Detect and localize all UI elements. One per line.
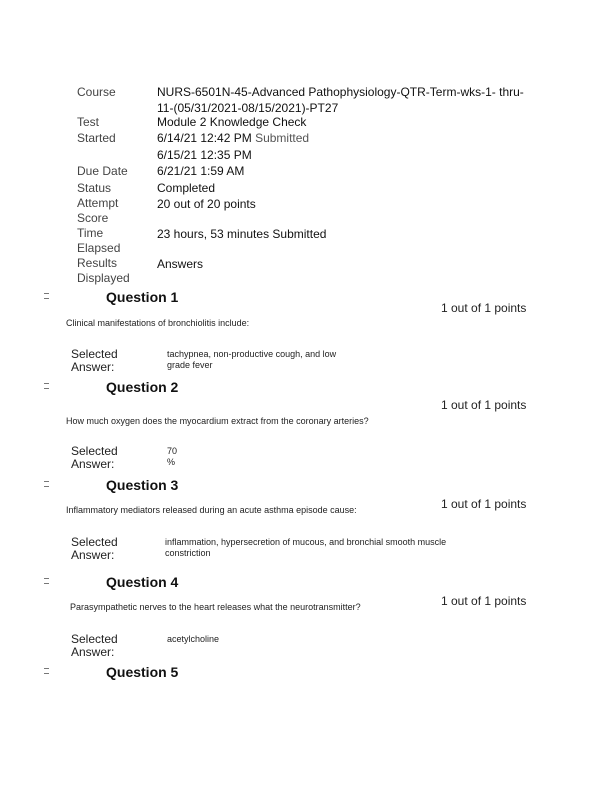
collapse-marker-icon [44,292,49,300]
time-elapsed-label [77,226,152,255]
question-points: 1 out of 1 points [441,301,527,315]
test-label: Test [77,115,100,129]
collapse-marker-icon [44,382,49,390]
collapse-marker-icon [44,667,49,675]
selected-answer-label [71,633,151,659]
collapse-marker-icon [44,480,49,488]
question-points: 1 out of 1 points [441,497,527,511]
selected-label-line1: Selected [71,632,118,646]
selected-label-line2: Answer: [71,645,115,659]
question-points: 1 out of 1 points [441,398,527,412]
answer-line2: constriction [165,548,211,558]
selected-label-line2: Answer: [71,457,115,471]
course-value: NURS-6501N-45-Advanced Pathophysiology-QTR-Term-wks-1- thru-11-(05/31/2021-08/15/2021)-PT27 [157,85,524,115]
results-displayed-value: Answers [157,257,204,271]
answer-line2: grade fever [167,360,213,370]
attempt-score-label [77,196,152,225]
question-text: How much oxygen does the myocardium extract from the coronary arteries? [66,416,369,426]
question-points: 1 out of 1 points [441,594,527,608]
selected-answer-label [71,348,151,374]
answer-line2: % [167,457,176,467]
started-label: Started [77,131,116,145]
question-title: Question 5 [106,664,179,680]
selected-answer-label [71,445,151,471]
selected-label-line2: Answer: [71,360,115,374]
started-value [157,130,537,146]
status-value: Completed [157,181,216,195]
selected-label-line1: Selected [71,444,118,458]
question-title: Question 1 [106,289,179,305]
submitted-value: 6/15/21 12:35 PM [157,148,252,162]
attempt-label-line1: Attempt [77,196,119,210]
collapse-marker-icon [44,577,49,585]
status-label: Status [77,181,112,195]
question-text: Clinical manifestations of bronchiolitis include: [66,318,250,328]
selected-answer-value [165,537,446,559]
answer-line1: inflammation, hypersecretion of mucous, and bronchial smooth muscle [165,537,447,547]
results-label-line2: Displayed [77,270,130,285]
selected-answer-value [167,634,219,645]
answer-line1: tachypnea, non-productive cough, and low [167,349,337,359]
selected-answer-label [71,536,151,562]
started-datetime: 6/14/21 12:42 PM [157,131,252,145]
question-text: Parasympathetic nerves to the heart releases what the neurotransmitter? [70,602,361,612]
test-value: Module 2 Knowledge Check [157,115,307,129]
time-label-line2: Elapsed [77,240,121,255]
selected-answer-value [167,446,177,468]
due-date-label: Due Date [77,164,128,178]
attempt-score-value: 20 out of 20 points [157,197,256,211]
course-label: Course [77,85,116,99]
question-text: Inflammatory mediators released during an acute asthma episode cause: [66,505,357,515]
time-elapsed-value: 23 hours, 53 minutes Submitted [157,227,327,241]
attempt-label-line2: Score [77,210,109,225]
results-label-line1: Results [77,256,118,270]
question-title: Question 2 [106,379,179,395]
question-title: Question 4 [106,574,179,590]
time-label-line1: Time [77,226,104,240]
answer-line1: 70 [167,446,178,456]
results-displayed-label [77,256,152,285]
selected-label-line1: Selected [71,535,118,549]
selected-label-line1: Selected [71,347,118,361]
answer-line1: acetylcholine [167,634,220,644]
question-title: Question 3 [106,477,179,493]
selected-label-line2: Answer: [71,548,115,562]
submitted-word: Submitted [255,131,310,145]
due-date-value: 6/21/21 1:59 AM [157,164,245,178]
selected-answer-value [167,349,336,371]
